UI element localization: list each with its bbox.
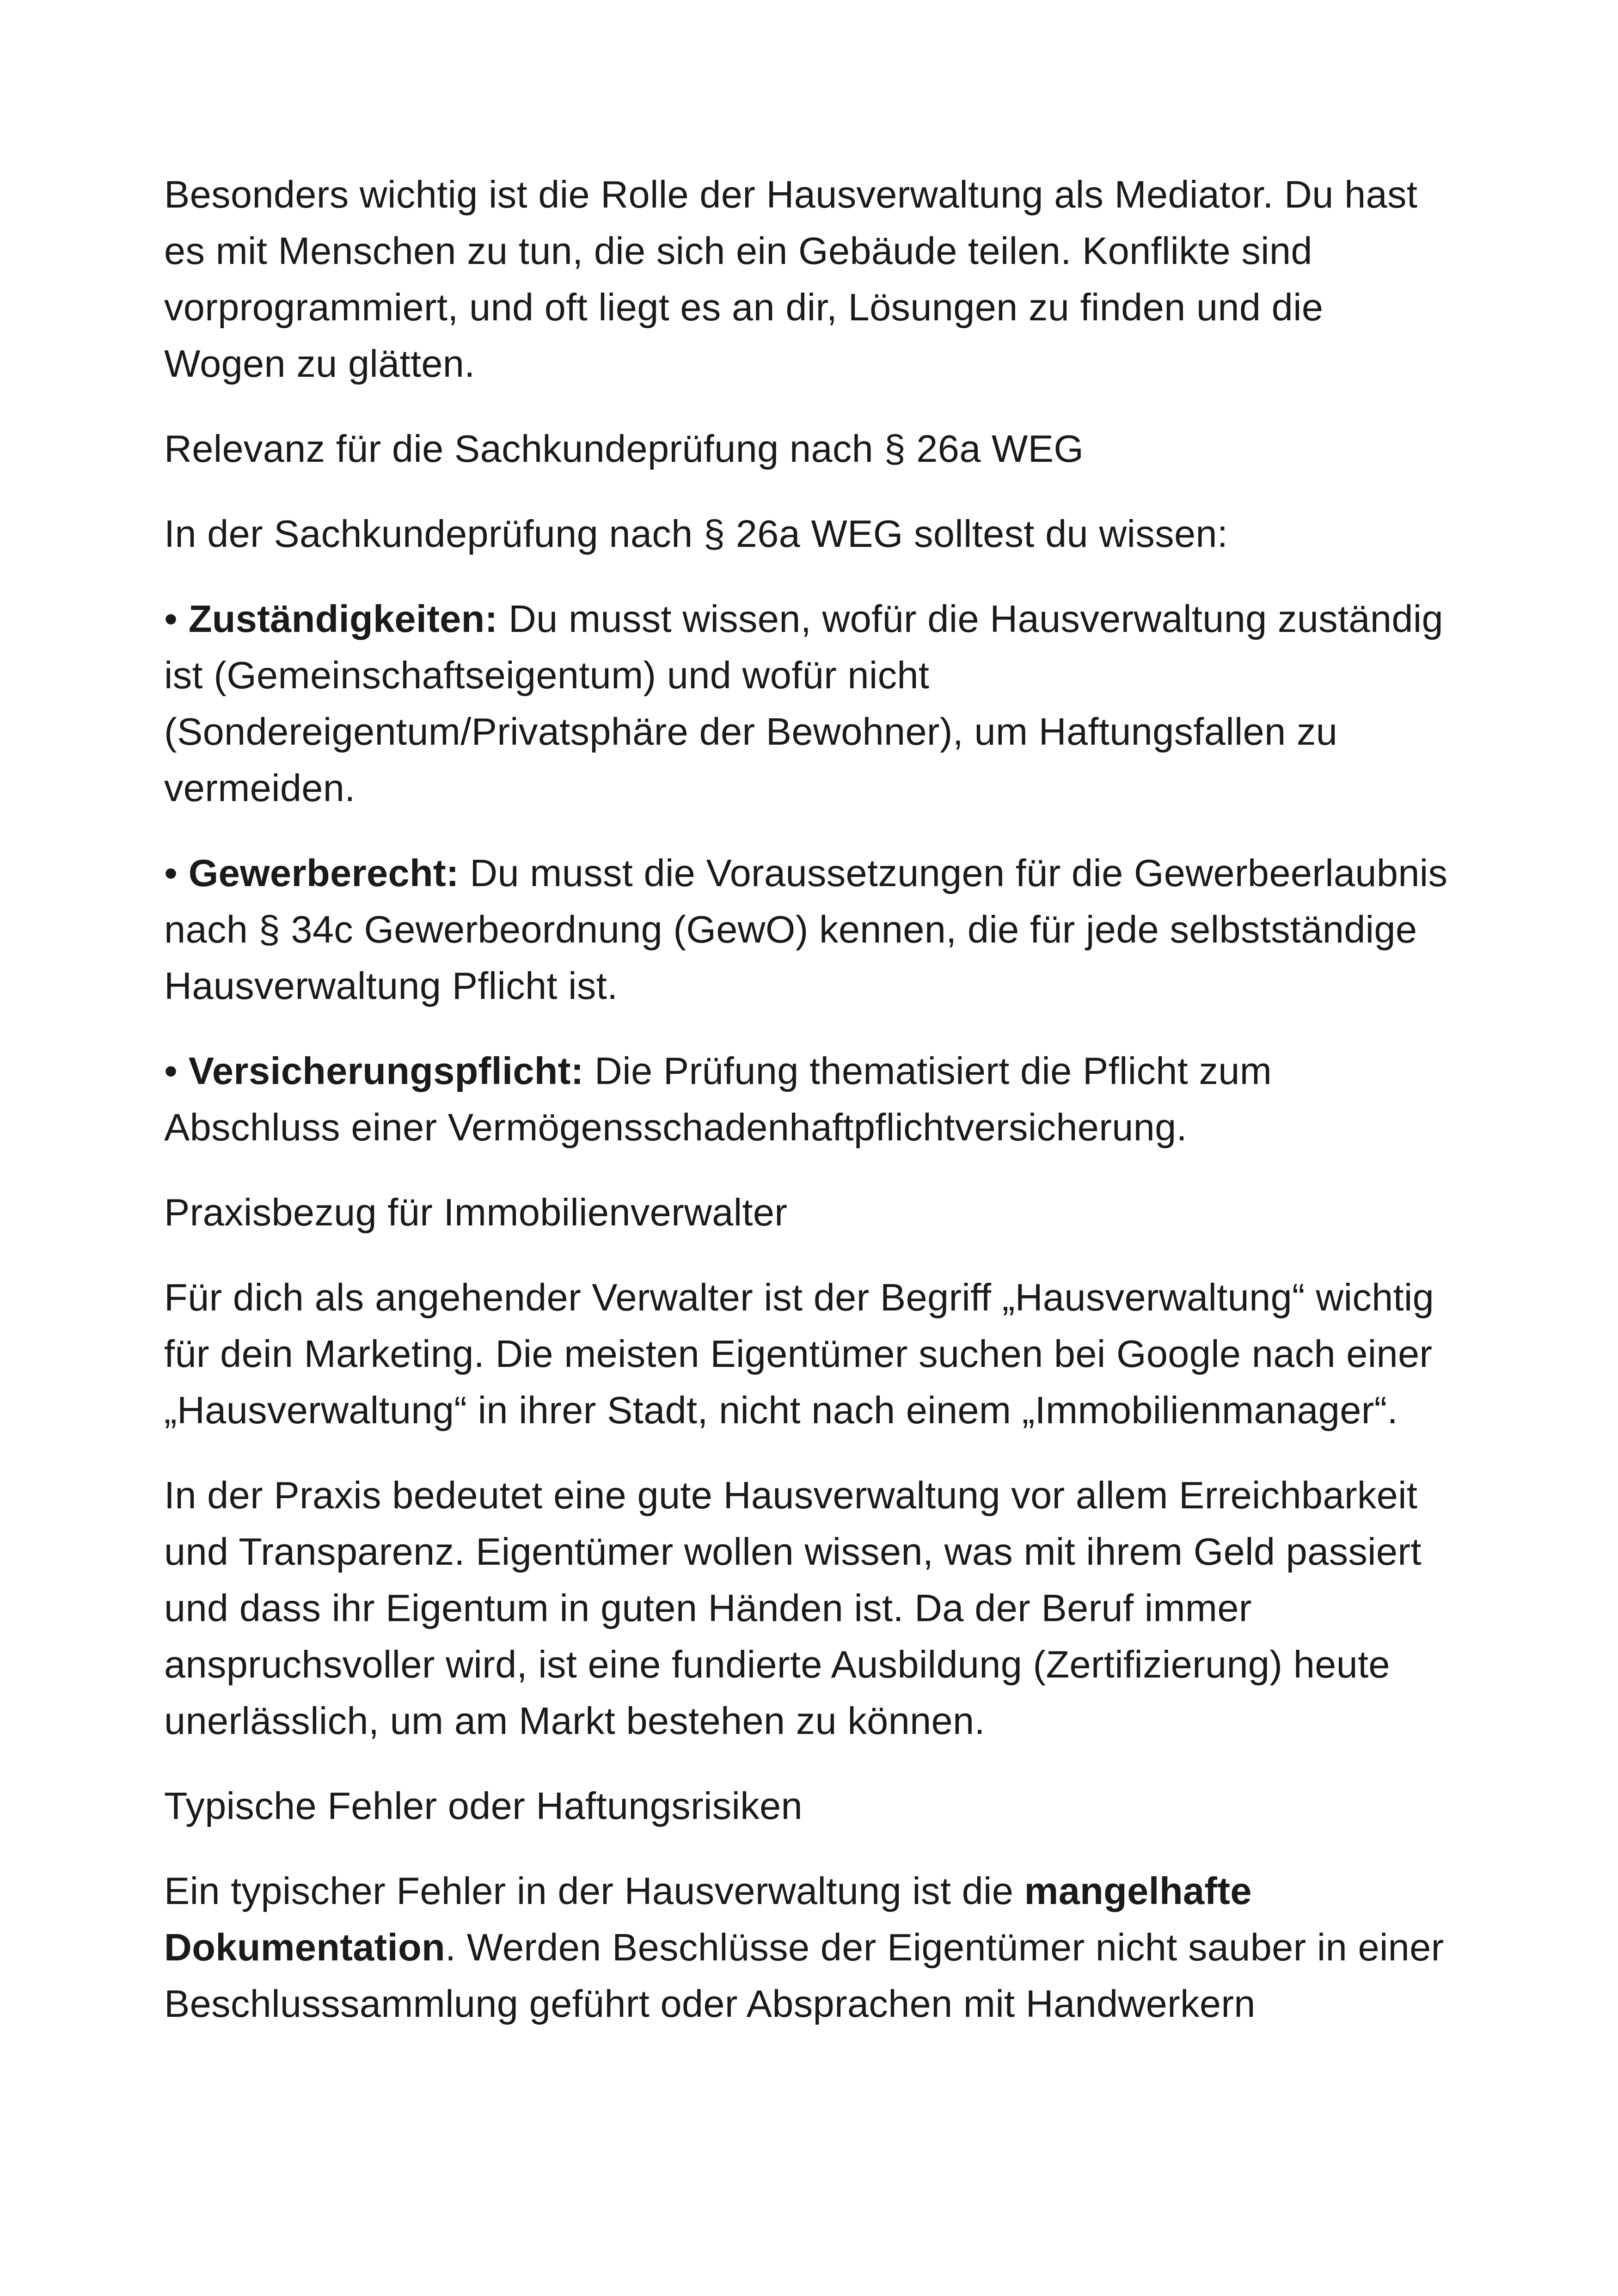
- bullet-versicherungspflicht: [164, 1043, 1454, 1156]
- bullet-text: Du musst wissen, wofür die Hausverwaltung zuständig ist (Gemeinschaftseigentum) und wofür nicht (Sondereigentum/Privatsphäre der Bewohner), um Haftungsfallen zu vermeiden.: [164, 597, 1443, 809]
- paragraph-praxis: In der Praxis bedeutet eine gute Hausverwaltung vor allem Erreichbarkeit und Transparenz. Eigentümer wollen wissen, was mit ihrem Geld passiert und dass ihr Eigentum in guten Händen ist. Da der Beruf immer anspruchsvoller wird, ist eine fundierte Ausbildung (Zertifizierung) heute unerlässlich, um am Markt bestehen zu können.: [164, 1474, 1422, 1742]
- section-heading-relevanz: Relevanz für die Sachkundeprüfung nach § 26a WEG: [164, 427, 1084, 470]
- paragraph-dokumentation: [164, 1863, 1454, 2032]
- bullet-text: Die Prüfung thematisiert die Pflicht zum Abschluss einer Vermögensschadenhaftpflichtversicherung.: [164, 1049, 1272, 1149]
- bullet-label: Zuständigkeiten:: [188, 597, 498, 640]
- bullet-zustaendigkeiten: [164, 591, 1454, 816]
- section-heading-fehler: Typische Fehler oder Haftungsrisiken: [164, 1784, 803, 1827]
- paragraph-pruefung-intro: In der Sachkundeprüfung nach § 26a WEG solltest du wissen:: [164, 512, 1228, 555]
- text-run: . Werden Beschlüsse der Eigentümer nicht sauber in einer Beschlusssammlung geführt oder Absprachen mit Handwerkern: [164, 1926, 1444, 2025]
- emphasis-text: mangelhafte Dokumentation: [164, 1869, 1252, 1969]
- bullet-gewerberecht: [164, 845, 1454, 1014]
- bullet-label: Versicherungspflicht:: [188, 1049, 584, 1092]
- text-run: Ein typischer Fehler in der Hausverwaltung ist die: [164, 1869, 1024, 1912]
- paragraph-marketing: Für dich als angehender Verwalter ist der Begriff „Hausverwaltung“ wichtig für dein Marketing. Die meisten Eigentümer suchen bei Google nach einer „Hausverwaltung“ in ihrer Stadt, nicht nach einem „Immobilienmanager“.: [164, 1276, 1434, 1432]
- document-page: [164, 166, 1454, 2061]
- bullet-marker: •: [164, 851, 178, 894]
- bullet-text: Du musst die Voraussetzungen für die Gewerbeerlaubnis nach § 34c Gewerbeordnung (GewO) kennen, die für jede selbstständige Hausverwaltung Pflicht ist.: [164, 851, 1448, 1007]
- bullet-marker: •: [164, 1049, 178, 1092]
- bullet-marker: •: [164, 597, 178, 640]
- section-heading-praxisbezug: Praxisbezug für Immobilienverwalter: [164, 1191, 788, 1234]
- bullet-label: Gewerberecht:: [188, 851, 459, 894]
- paragraph-mediator: Besonders wichtig ist die Rolle der Hausverwaltung als Mediator. Du hast es mit Menschen zu tun, die sich ein Gebäude teilen. Konflikte sind vorprogrammiert, und oft liegt es an dir, Lösungen zu finden und die Wogen zu glätten.: [164, 173, 1418, 385]
